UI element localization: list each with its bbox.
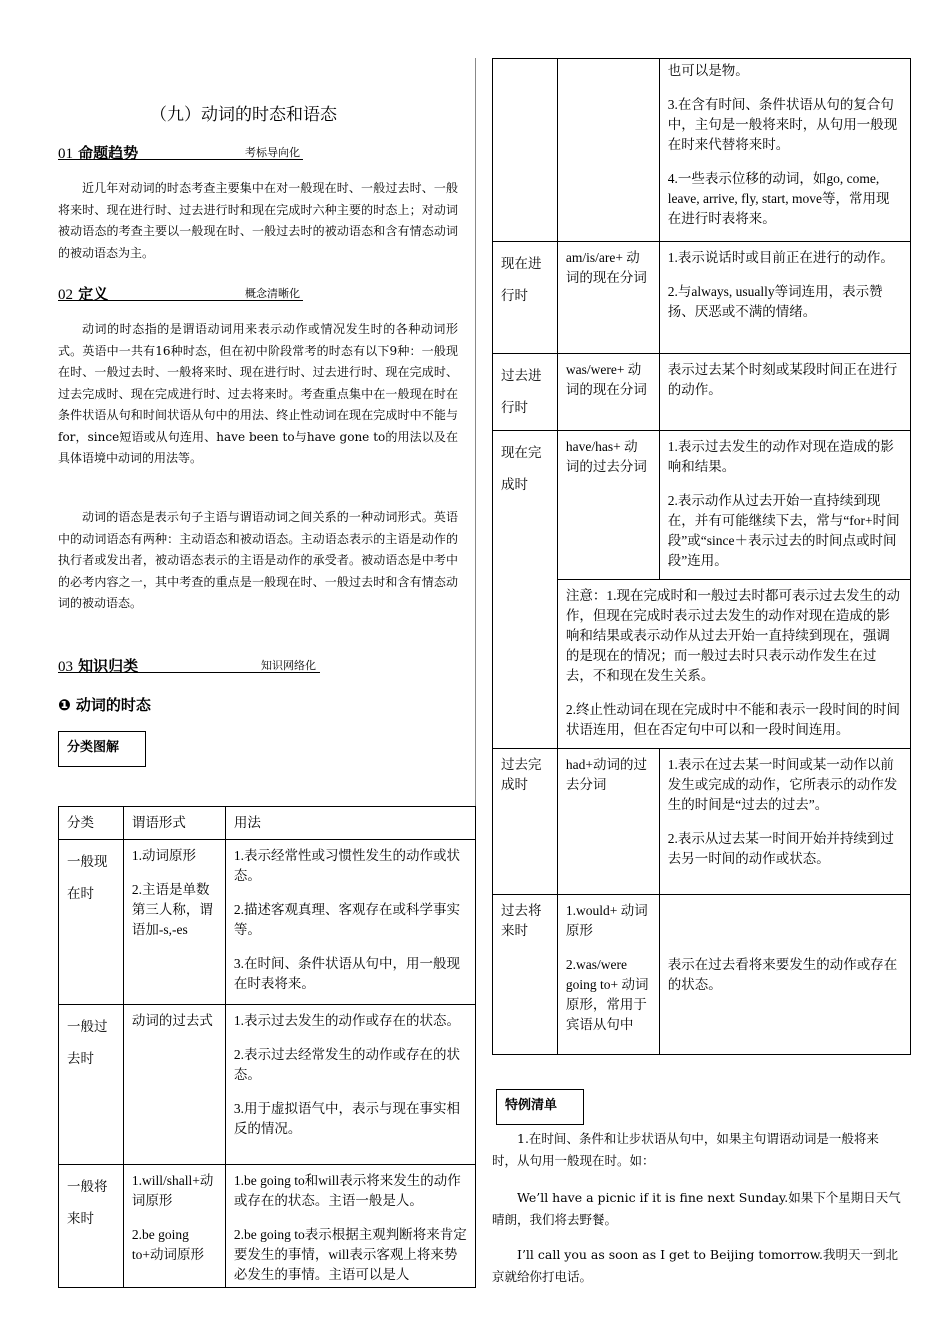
empty-cell [493, 59, 558, 242]
section-number: 01 [58, 146, 73, 162]
tense-heading: ❶ 动词的时态 [58, 696, 151, 714]
tense-table-left [58, 806, 476, 1288]
section-header-definition [58, 283, 303, 303]
special-box: 特例清单 [496, 1089, 584, 1125]
form-cell [123, 840, 225, 1005]
form-text: was/were+ 动词的现在分词 [565, 362, 647, 397]
table-row [493, 895, 911, 1055]
section-subtitle: 考标导向化 [245, 146, 300, 159]
table-row [493, 242, 911, 354]
tense-name: 过去进行时 [493, 354, 558, 431]
classify-box: 分类图解 [58, 731, 146, 767]
usage-text: 3.在时间、条件状语从句中，用一般现在时表将来。 [233, 956, 460, 991]
usage-text: 1.表示在过去某一时间或某一动作以前发生或完成的动作，它所表示的动作发生的时间是“过去的过去”。 [667, 757, 898, 812]
tense-table-right [492, 58, 911, 1055]
table-row [59, 840, 476, 1005]
page-title: （九）动词的时态和语态 [150, 105, 337, 125]
usage-text: 表示过去某个时刻或某段时间正在进行的动作。 [667, 362, 898, 397]
usage-text: 2.表示过去经常发生的动作或存在的状态。 [233, 1047, 460, 1082]
form-text: 2.主语是单数第三人称，谓语加-s,-es [131, 882, 213, 937]
definition-paragraph-1: 动词的时态指的是谓语动词用来表示动作或情况发生时的各种动词形式。英语中一共有16种时态，但在初中阶段常考的时态有以下9种：一般现在时、一般过去时、一般将来时、现在进行时、过去进行时、现在完成时、过去完成时、现在完成进行时、过去将来时。考查重点集中在一般现在时在条件状语从句和时间状语从句中的用法、终止性动词在现在完成时中不能与for，since短语或从句连用、have been to与have gone to的用法以及在具体语境中动词的用法等。 [58, 322, 458, 465]
table-row-continued [493, 59, 911, 242]
table-row [59, 1005, 476, 1165]
form-text: have/has+ 动词的过去分词 [565, 439, 647, 474]
special-example-1: We’ll have a picnic if it is fine next Sunday.如果下个星期日天气晴朗，我们将去野餐。 [492, 1190, 901, 1227]
form-text: 2.be going to+动词原形 [131, 1227, 204, 1262]
tense-name: 一般过去时 [59, 1005, 124, 1165]
section-name: 命题趋势 [78, 144, 139, 162]
usage-cell [659, 431, 910, 580]
note-cell [557, 580, 910, 749]
usage-text: 2.be going to表示根据主观判断将来肯定要发生的事情，will表示客观上将来势必发生的事情。主语可以是人 [233, 1227, 467, 1282]
trend-paragraph: 近几年对动词的时态考查主要集中在对一般现在时、一般过去时、一般将来时、现在进行时、过去进行时和现在完成时六种主要的时态上；对动词被动语态的考查主要以一般现在时、一般过去时的被动语态和含有情态动词的被动语态为主。 [58, 181, 458, 260]
usage-cell [659, 749, 910, 895]
header-cell: 用法 [225, 807, 475, 840]
form-cell [557, 431, 659, 580]
form-cell [557, 242, 659, 354]
section-header-trend [58, 142, 303, 162]
usage-cell [659, 59, 910, 242]
usage-text: 1.be going to和will表示将来发生的动作或存在的状态。主语一般是人。 [233, 1173, 461, 1208]
usage-cell [659, 895, 910, 1055]
section-name: 定义 [78, 285, 109, 303]
form-text: 1.动词原形 [131, 848, 196, 863]
usage-cell [659, 354, 910, 431]
usage-text: 1.表示经常性或习惯性发生的动作或状态。 [233, 848, 460, 883]
table-row [493, 354, 911, 431]
tense-name: 一般现在时 [59, 840, 124, 1005]
usage-text: 1.表示过去发生的动作或存在的状态。 [233, 1013, 460, 1028]
empty-cell [557, 59, 659, 242]
form-cell [123, 1165, 225, 1288]
section-subtitle: 知识网络化 [261, 659, 316, 672]
section-number: 03 [58, 659, 73, 675]
tense-name: 过去完成时 [493, 749, 558, 895]
form-cell [557, 354, 659, 431]
usage-text: 2.描述客观真理、客观存在或科学事实等。 [233, 902, 460, 937]
usage-text: 1.表示说话时或目前正在进行的动作。 [667, 250, 894, 265]
form-text: am/is/are+ 动词的现在分词 [565, 250, 647, 285]
form-text: 2.was/were going to+ 动词原形，常用于宾语从句中 [565, 957, 649, 1032]
header-cell: 谓语形式 [123, 807, 225, 840]
form-text: 动词的过去式 [131, 1013, 213, 1028]
usage-cell [225, 840, 475, 1005]
form-cell [557, 895, 659, 1055]
table-header-row [59, 807, 476, 840]
usage-text: 表示在过去看将来要发生的动作或存在的状态。 [667, 956, 898, 992]
usage-cell [225, 1005, 475, 1165]
section-subtitle: 概念清晰化 [245, 287, 300, 300]
form-text: 1.would+ 动词原形 [565, 903, 648, 938]
form-text: had+动词的过去分词 [565, 757, 647, 792]
tense-name: 现在完成时 [493, 431, 558, 749]
special-paragraph-1: 1.在时间、条件和让步状语从句中，如果主句谓语动词是一般将来时，从句用一般现在时。如： [492, 1131, 879, 1168]
usage-text: 3.用于虚拟语气中，表示与现在事实相反的情况。 [233, 1101, 460, 1136]
form-cell [123, 1005, 225, 1165]
usage-text: 4.一些表示位移的动词，如go, come, leave, arrive, fly, start, move等，常用现在进行时表将来。 [667, 171, 890, 226]
usage-text: 3.在含有时间、条件状语从句的复合句中，主句是一般将来时，从句用一般现在时来代替将来时。 [667, 97, 898, 152]
note-text: 注意：1.现在完成时和一般过去时都可表示过去发生的动作，但现在完成时表示过去发生的动作对现在造成的影响和结果或表示动作从过去开始一直持续到现在，强调的是现在的情况；而一般过去时只表示动作发生在过去，不和现在发生关系。 [565, 588, 900, 683]
table-row [59, 1165, 476, 1288]
note-text: 2.终止性动词在现在完成时中不能和表示一段时间的时间状语连用，但在否定句中可以和一段时间连用。 [565, 702, 900, 737]
form-cell [557, 749, 659, 895]
usage-text: 也可以是物。 [667, 63, 749, 78]
usage-text: 2.与always, usually等词连用，表示赞扬、厌恶或不满的情绪。 [667, 284, 883, 319]
usage-text: 2.表示动作从过去开始一直持续到现在，并有可能继续下去，常与“for+时间段”或“since＋表示过去的时间点或时间段”连用。 [667, 493, 900, 568]
special-example-2: I’ll call you as soon as I get to Beijing tomorrow.我明天一到北京就给你打电话。 [492, 1247, 898, 1284]
section-header-knowledge [58, 655, 320, 675]
definition-paragraph-2: 动词的语态是表示句子主语与谓语动词之间关系的一种动词形式。英语中的动词语态有两种：主动语态和被动语态。主动语态表示的主语是动作的执行者或发出者，被动语态表示的主语是动作的承受者。被动语态是中考中的必考内容之一，其中考查的重点是一般现在时、一般过去时和含有情态动词的被动语态。 [58, 510, 458, 610]
usage-text: 2.表示从过去某一时间开始并持续到过去另一时间的动作或状态。 [667, 831, 894, 866]
table-row [493, 431, 911, 580]
table-row [493, 749, 911, 895]
section-name: 知识归类 [78, 657, 139, 675]
header-cell: 分类 [59, 807, 124, 840]
tense-name: 现在进行时 [493, 242, 558, 354]
usage-text: 1.表示过去发生的动作对现在造成的影响和结果。 [667, 439, 894, 474]
form-text: 1.will/shall+动词原形 [131, 1173, 214, 1208]
tense-name: 过去将来时 [493, 895, 558, 1055]
usage-cell [659, 242, 910, 354]
usage-cell [225, 1165, 475, 1288]
tense-name: 一般将来时 [59, 1165, 124, 1288]
section-number: 02 [58, 287, 73, 303]
